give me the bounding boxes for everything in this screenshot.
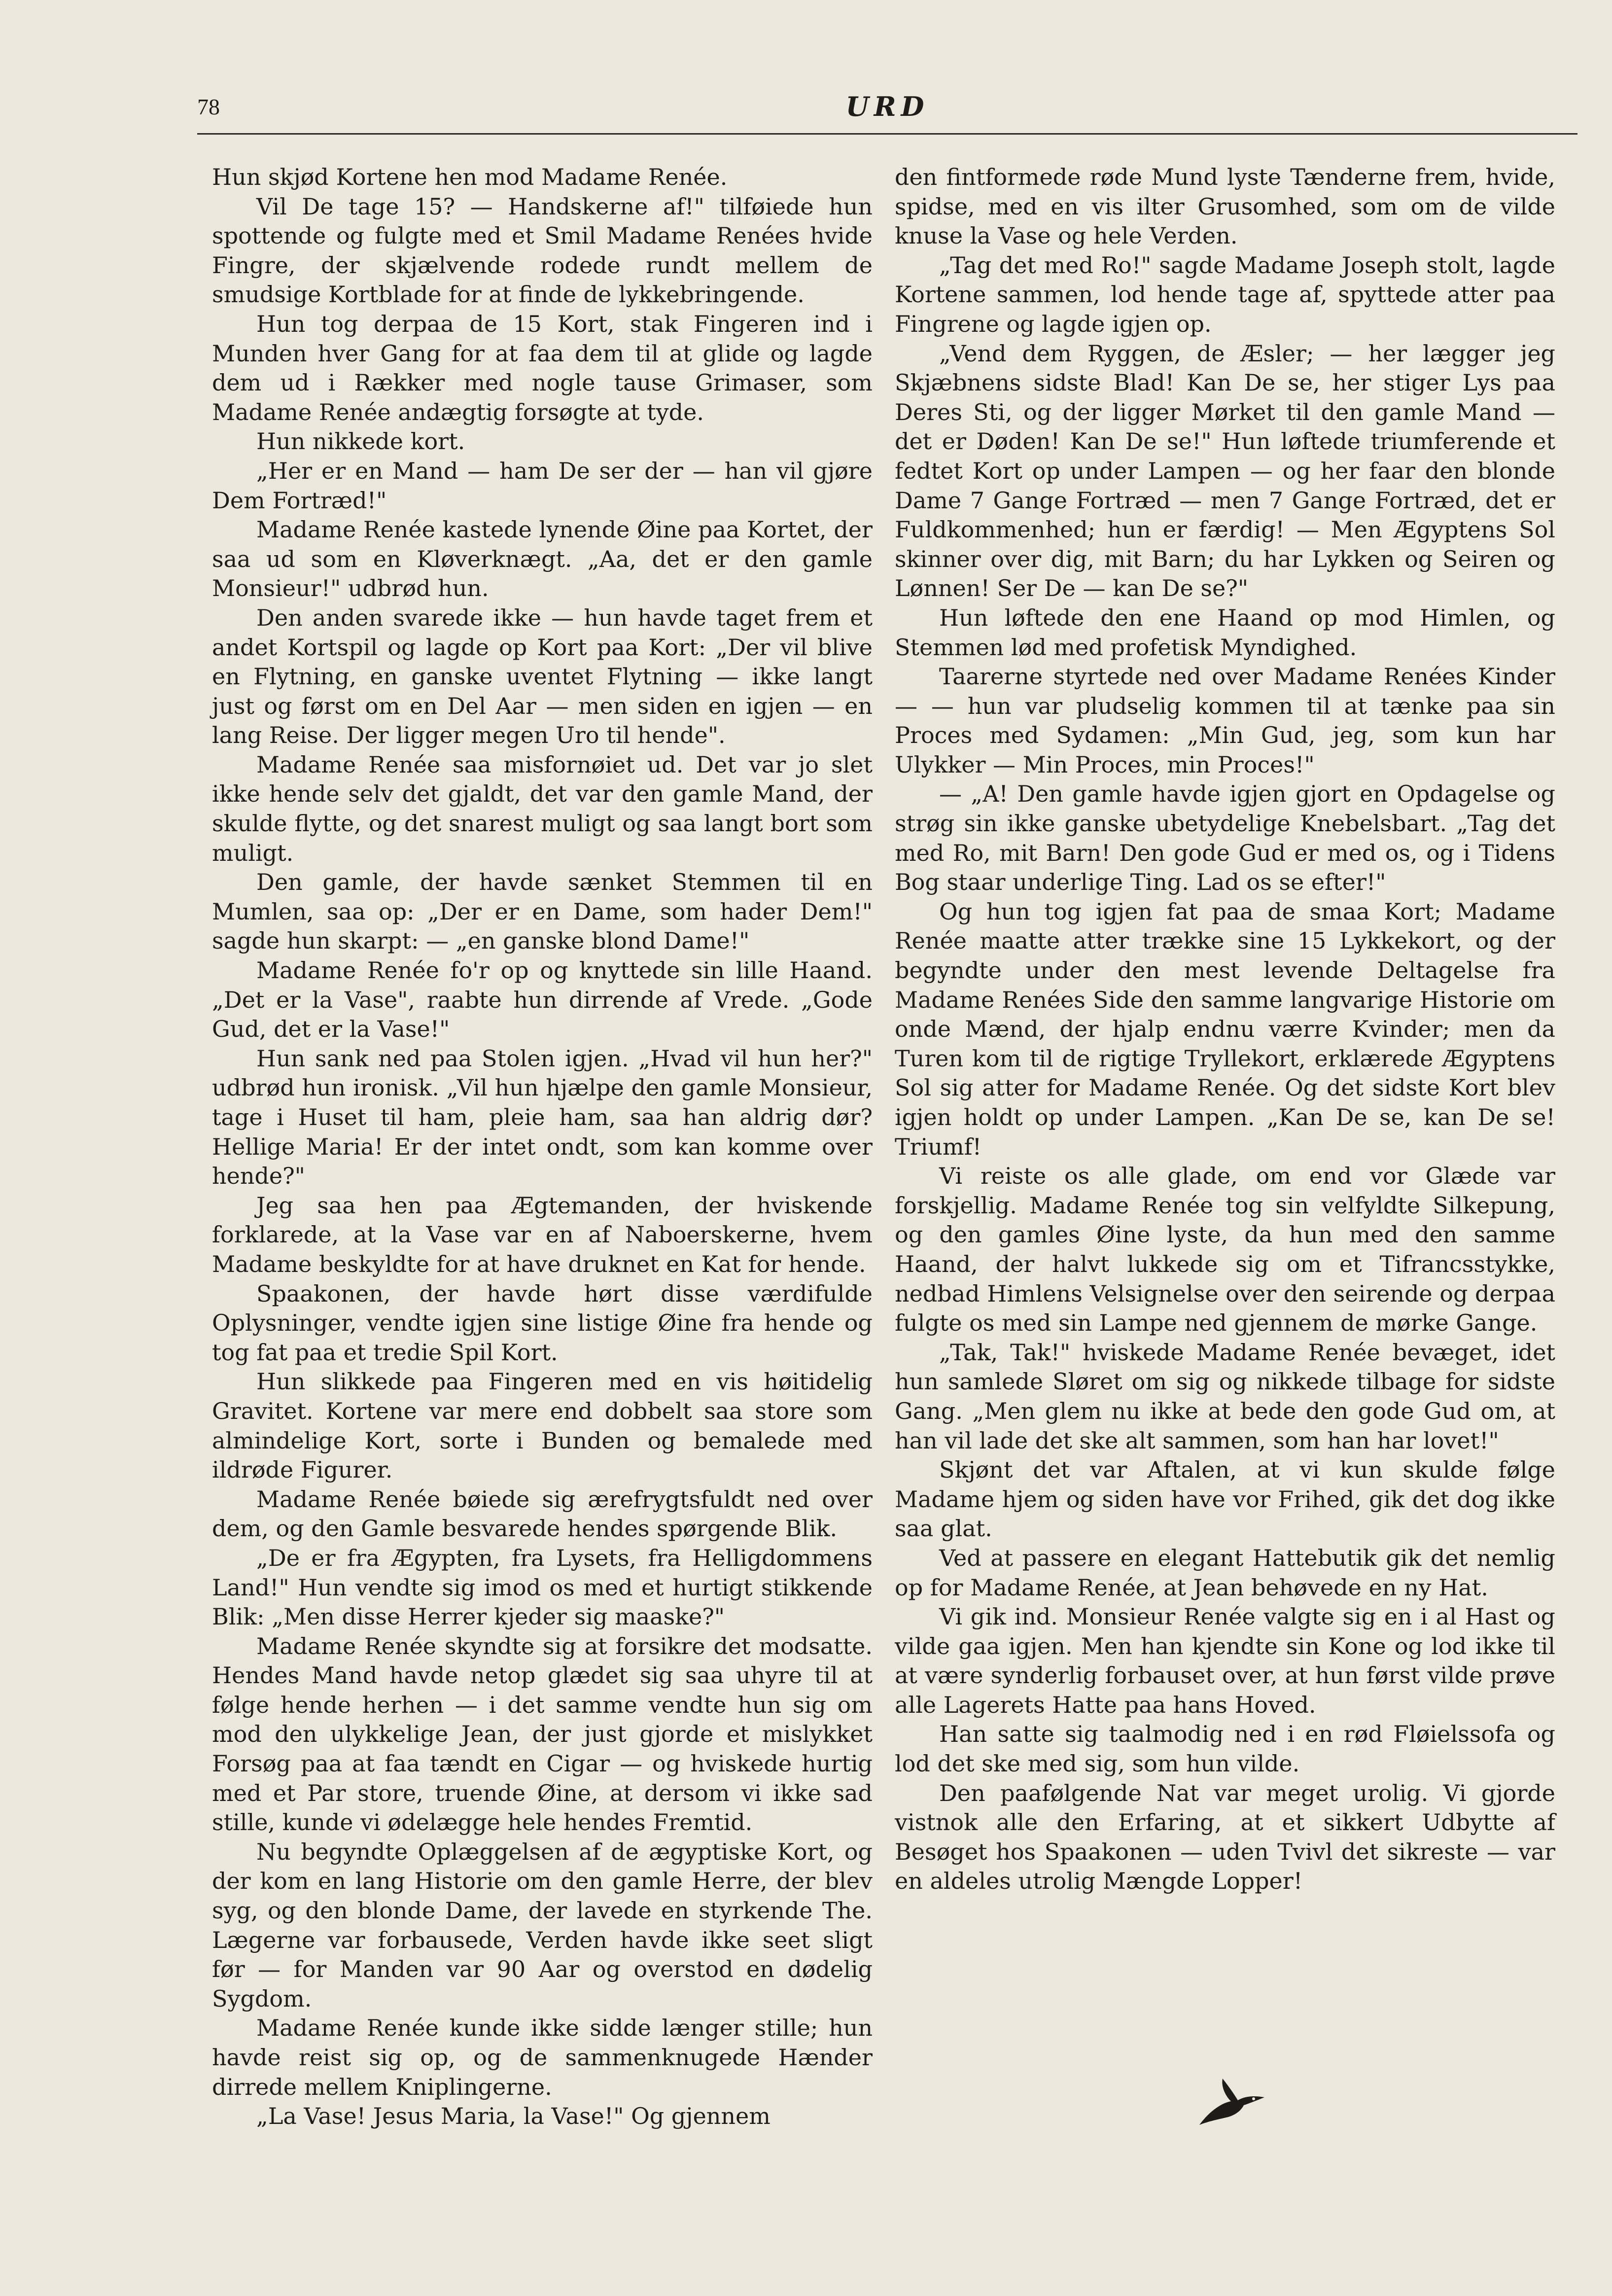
paragraph: Vil De tage 15? — Handskerne af!" tilføiede hun spottende og fulgte med et Smil Madame Renées hvide Fingre, der skjælvende rodede rundt mellem de smudsige Kortblade for at finde de lykkebringende. — [212, 193, 873, 308]
right-column — [895, 163, 1555, 1896]
paragraph: Madame Renée bøiede sig ærefrygtsfuldt ned over dem, og den Gamle besvarede hendes spørgende Blik. — [212, 1485, 873, 1542]
paragraph: „La Vase! Jesus Maria, la Vase!" Og gjennem — [256, 2103, 771, 2130]
paragraph: Ved at passere en elegant Hattebutik gik det nemlig op for Madame Renée, at Jean behøvede en ny Hat. — [895, 1544, 1555, 1601]
left-column — [212, 163, 873, 2131]
paragraph: Madame Renée fo'r op og knyttede sin lille Haand. „Det er la Vase", raabte hun dirrende af Vrede. „Gode Gud, det er la Vase!" — [212, 957, 873, 1043]
journal-title: URD — [845, 91, 929, 122]
paragraph: Hun skjød Kortene hen mod Madame Renée. — [212, 164, 728, 190]
paragraph: „Her er en Mand — ham De ser der — han vil gjøre Dem Fortræd!" — [212, 457, 873, 514]
paragraph: „Tag det med Ro!" sagde Madame Joseph stolt, lagde Kortene sammen, lod hende tage af, spyttede atter paa Fingrene og lagde igjen op. — [895, 251, 1555, 337]
swallow-ornament-icon — [1195, 2076, 1269, 2132]
page-number: 78 — [197, 94, 220, 119]
paragraph: Den paafølgende Nat var meget urolig. Vi gjorde vistnok alle den Erfaring, at et sikkert Udbytte af Besøget hos Spaakonen — uden Tvivl det sikreste — var en aldeles utrolig Mængde Lopper! — [895, 1779, 1555, 1895]
paragraph: Skjønt det var Aftalen, at vi kun skulde følge Madame hjem og siden have vor Frihed, gik det dog ikke saa glat. — [895, 1456, 1555, 1542]
paragraph: den fintformede røde Mund lyste Tænderne frem, hvide, spidse, med en vis ilter Grusomhed, som om de vilde knuse la Vase og hele Verden. — [895, 164, 1555, 249]
paragraph: Hun nikkede kort. — [256, 428, 465, 455]
paragraph: Nu begyndte Oplæggelsen af de ægyptiske Kort, og der kom en lang Historie om den gamle Herre, der blev syg, og den blonde Dame, der lavede en styrkende The. Lægerne var forbausede, Verden havde ikke seet sligt før — for Manden var 90 Aar og overstod en dødelig Sygdom. — [212, 1838, 873, 2012]
paragraph: Og hun tog igjen fat paa de smaa Kort; Madame Renée maatte atter trække sine 15 Lykkekort, og der begyndte under den mest levende Deltagelse fra Madame Renées Side den samme langvarige Historie om onde Mænd, der hjalp endnu værre Kvinder; men da Turen kom til de rigtige Tryllekort, erklærede Ægyptens Sol sig atter for Madame Renée. Og det sidste Kort blev igjen holdt op under Lampen. „Kan De se, kan De se! Triumf! — [895, 898, 1555, 1160]
paragraph: Madame Renée kastede lynende Øine paa Kortet, der saa ud som en Kløverknægt. „Aa, det er den gamle Monsieur!" udbrød hun. — [212, 516, 873, 602]
paragraph: Spaakonen, der havde hørt disse værdifulde Oplysninger, vendte igjen sine listige Øine fra hende og tog fat paa et tredie Spil Kort. — [212, 1280, 873, 1366]
paragraph: Den gamle, der havde sænket Stemmen til en Mumlen, saa op: „Der er en Dame, som hader Dem!" sagde hun skarpt: — „en ganske blond Dame!" — [212, 869, 873, 954]
paragraph: Madame Renée saa misfornøiet ud. Det var jo slet ikke hende selv det gjaldt, det var den gamle Mand, der skulde flytte, og det snarest muligt og saa langt bort som muligt. — [212, 751, 873, 866]
paragraph: Han satte sig taalmodig ned i en rød Fløielssofa og lod det ske med sig, som hun vilde. — [895, 1721, 1555, 1777]
paragraph: Hun løftede den ene Haand op mod Himlen, og Stemmen lød med profetisk Myndighed. — [895, 604, 1555, 661]
paragraph: Hun slikkede paa Fingeren med en vis høitidelig Gravitet. Kortene var mere end dobbelt saa store som almindelige Kort, sorte i Bunden og bemalede med ildrøde Figurer. — [212, 1368, 873, 1484]
page-header — [197, 89, 1577, 135]
paragraph: „Tak, Tak!" hviskede Madame Renée bevæget, idet hun samlede Sløret om sig og nikkede tilbage for sidste Gang. „Men glem nu ikke at bede den gode Gud om, at han vil lade det ske alt sammen, som han har lovet!" — [895, 1339, 1555, 1454]
paragraph: Den anden svarede ikke — hun havde taget frem et andet Kortspil og lagde op Kort paa Kort: „Der vil blive en Flytning, en ganske uventet Flytning — ikke langt just og først om en Del Aar — men siden en igjen — en lang Reise. Der ligger megen Uro til hende". — [212, 604, 873, 749]
paragraph: Jeg saa hen paa Ægtemanden, der hviskende forklarede, at la Vase var en af Naboerskerne, hvem Madame beskyldte for at have druknet en Kat for hende. — [212, 1192, 873, 1277]
paragraph: Madame Renée kunde ikke sidde længer stille; hun havde reist sig op, og de sammenknugede Hænder dirrede mellem Kniplingerne. — [212, 2014, 873, 2100]
paragraph: Vi gik ind. Monsieur Renée valgte sig en i al Hast og vilde gaa igjen. Men han kjendte sin Kone og lod ikke til at være synderlig forbauset over, at hun først vilde prøve alle Lagerets Hatte paa hans Hoved. — [895, 1603, 1555, 1718]
paragraph: „De er fra Ægypten, fra Lysets, fra Helligdommens Land!" Hun vendte sig imod os med et hurtigt stikkende Blik: „Men disse Herrer kjeder sig maaske?" — [212, 1544, 873, 1630]
paragraph: Taarerne styrtede ned over Madame Renées Kinder — — hun var pludselig kommen til at tænke paa sin Proces med Sydamen: „Min Gud, jeg, som kun har Ulykker — Min Proces, min Proces!" — [895, 663, 1555, 778]
paragraph: Vi reiste os alle glade, om end vor Glæde var forskjellig. Madame Renée tog sin velfyldte Silkepung, og den gamles Øine lyste, da hun med den samme Haand, der halvt lukkede sig om et Tifrancsstykke, nedbad Himlens Velsignelse over den seirende og derpaa fulgte os med sin Lampe ned gjennem de mørke Gange. — [895, 1163, 1555, 1337]
paragraph: — „A! Den gamle havde igjen gjort en Opdagelse og strøg sin ikke ganske ubetydelige Knebelsbart. „Tag det med Ro, mit Barn! Den gode Gud er med os, og i Tidens Bog staar underlige Ting. Lad os se efter!" — [895, 780, 1555, 896]
paragraph: Hun sank ned paa Stolen igjen. „Hvad vil hun her?" udbrød hun ironisk. „Vil hun hjælpe den gamle Monsieur, tage i Huset til ham, pleie ham, saa han aldrig dør? Hellige Maria! Er der intet ondt, som kan komme over hende?" — [212, 1045, 873, 1190]
paragraph: Madame Renée skyndte sig at forsikre det modsatte. Hendes Mand havde netop glædet sig saa uhyre til at følge hende herhen — i det samme vendte hun sig om mod den ulykkelige Jean, der just gjorde et mislykket Forsøg paa at faa tændt en Cigar — og hviskede hurtig med et Par store, truende Øine, at dersom vi ikke sad stille, kunde vi ødelægge hele hendes Fremtid. — [212, 1632, 873, 1836]
paragraph: „Vend dem Ryggen, de Æsler; — her lægger jeg Skjæbnens sidste Blad! Kan De se, her stiger Lys paa Deres Sti, og der ligger Mørket til den gamle Mand — det er Døden! Kan De se!" Hun løftede triumferende et fedtet Kort op under Lampen — og her faar den blonde Dame 7 Gange Fortræd — men 7 Gange Fortræd, det er Fuldkommenhed; hun er færdig! — Men Ægyptens Sol skinner over dig, mit Barn; du har Lykken og Seiren og Lønnen! Ser De — kan De se?" — [895, 340, 1555, 602]
paragraph: Hun tog derpaa de 15 Kort, stak Fingeren ind i Munden hver Gang for at faa dem til at glide og lagde dem ud i Rækker med nogle tause Grimaser, som Madame Renée andægtig forsøgte at tyde. — [212, 310, 873, 425]
